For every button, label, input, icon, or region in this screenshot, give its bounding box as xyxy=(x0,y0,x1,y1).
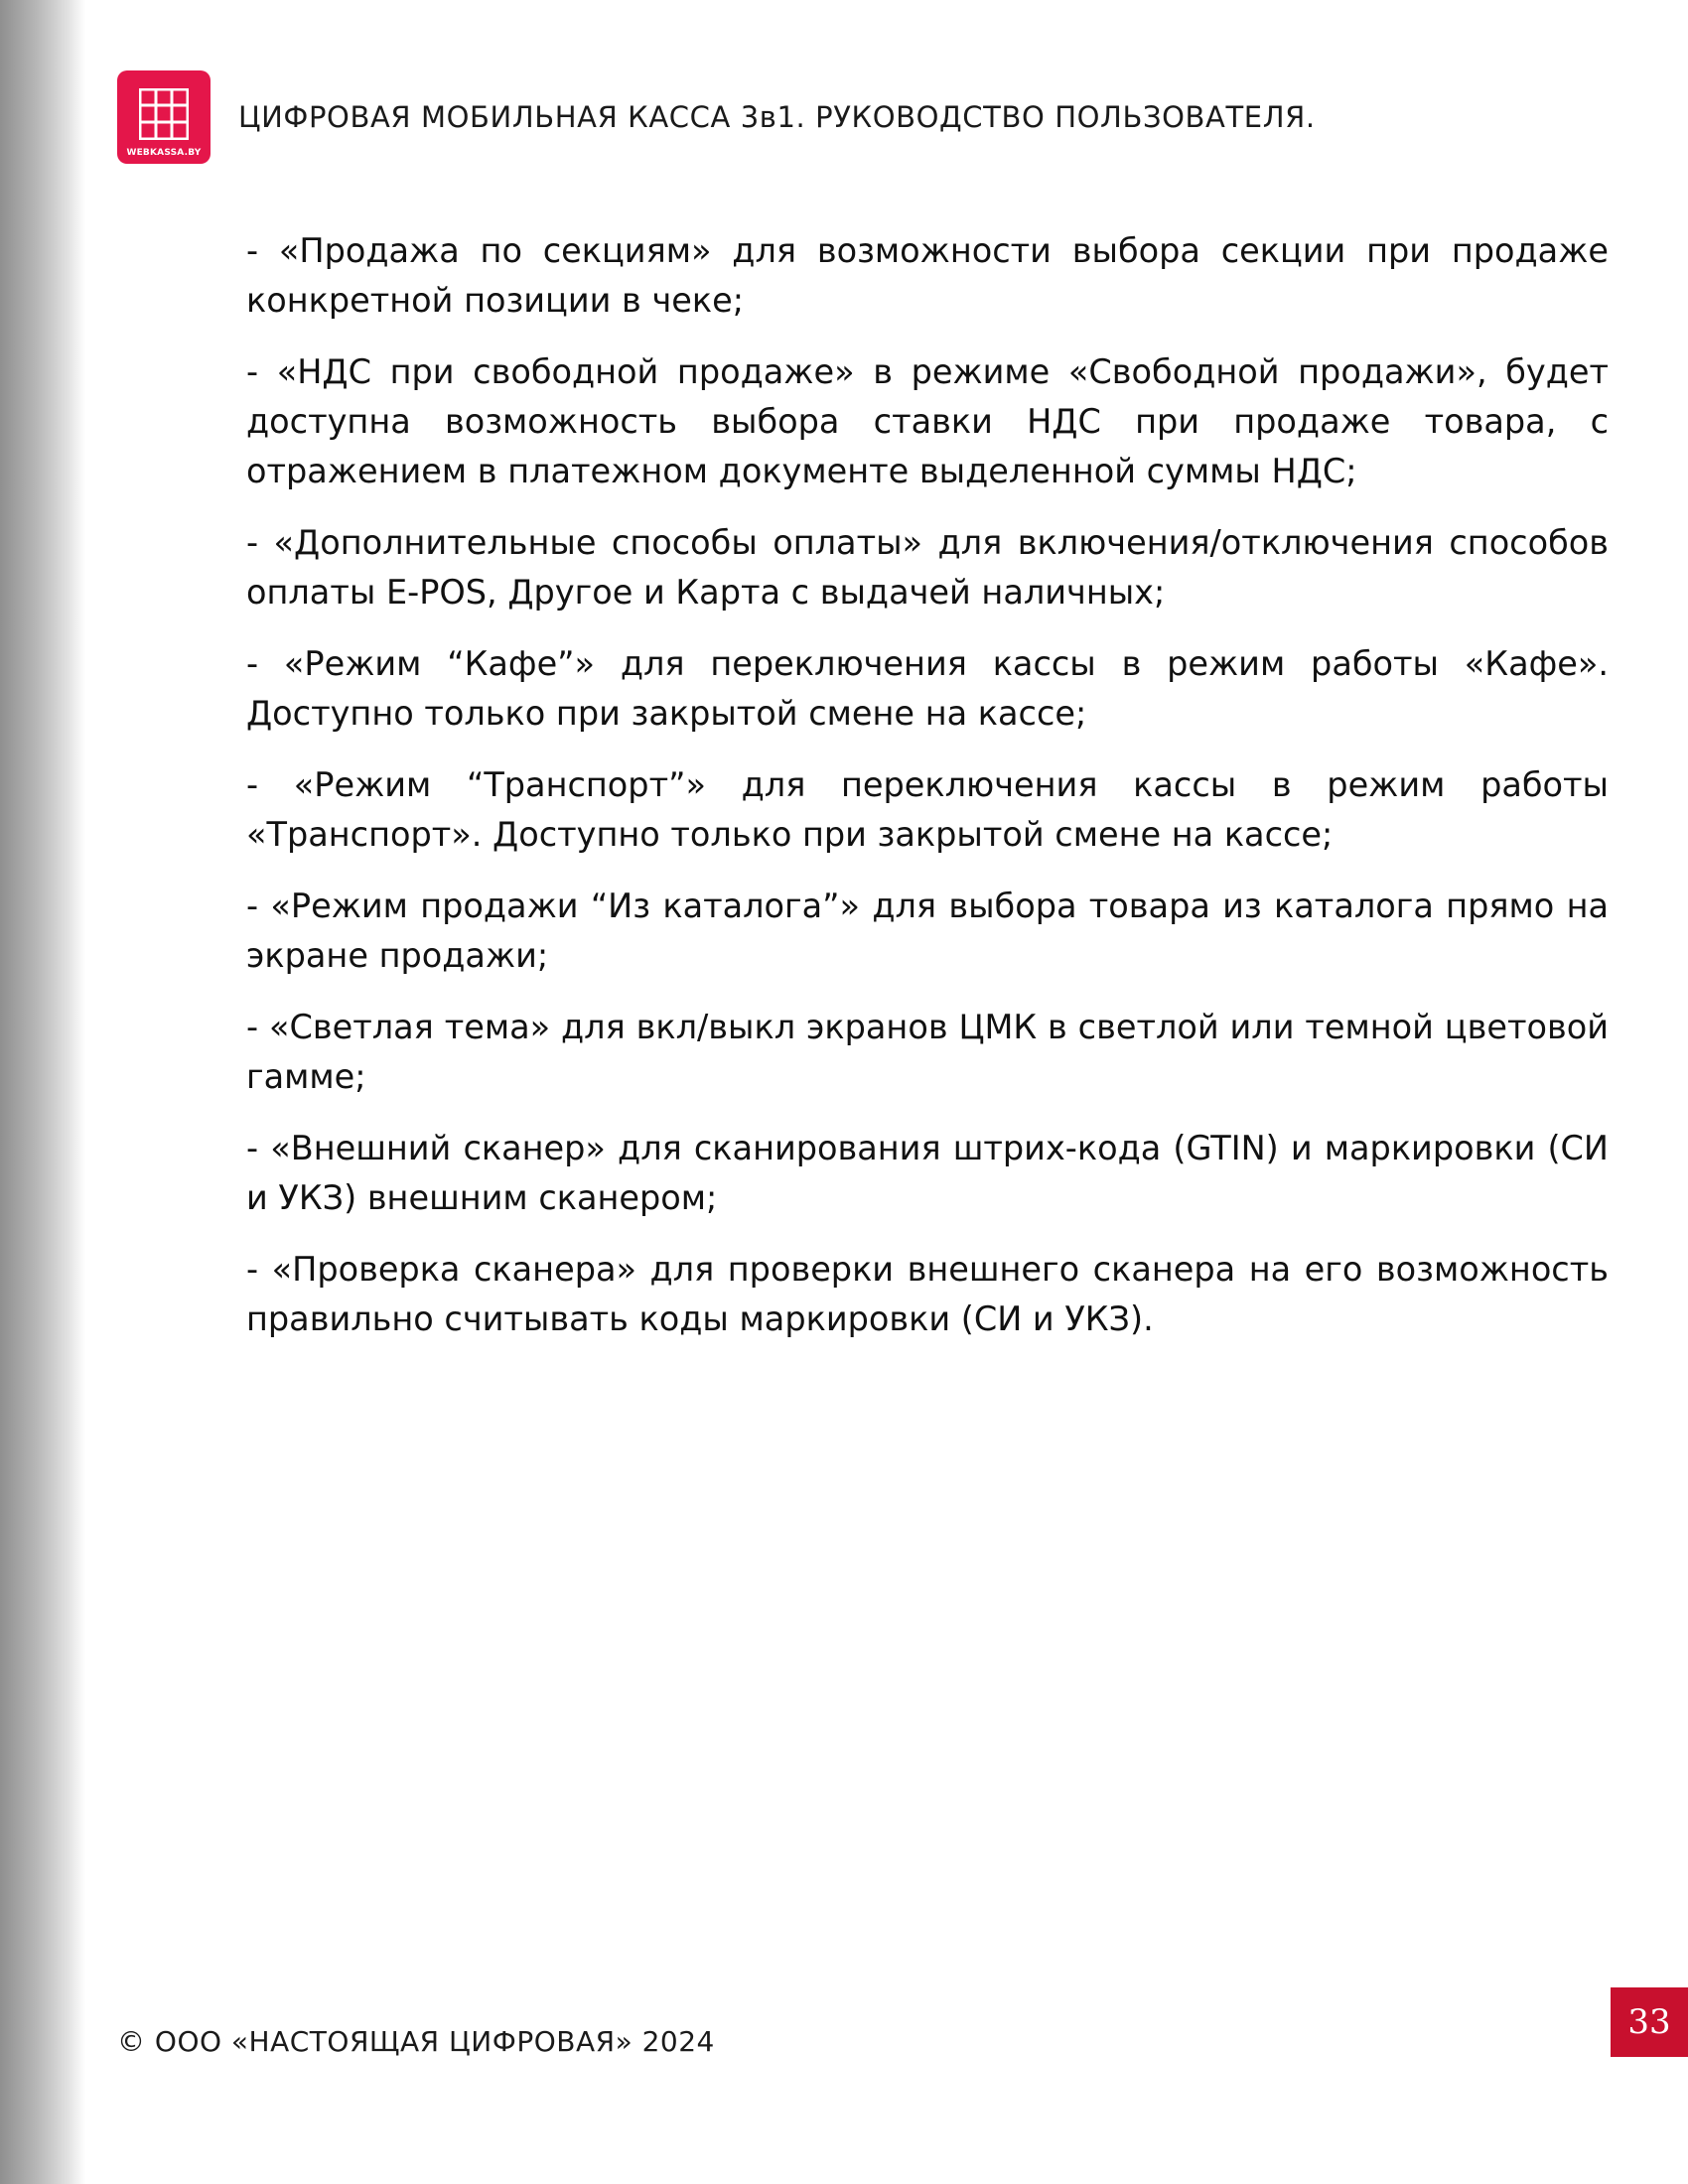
kassa-grid-icon xyxy=(139,88,189,140)
page-header xyxy=(117,69,1316,165)
list-item: - «Режим “Кафе”» для переключения кассы в режим работы «Кафе». Доступно только при закрытой смене на кассе; xyxy=(246,644,1609,733)
footer-copyright: © ООО «НАСТОЯЩАЯ ЦИФРОВАЯ» 2024 xyxy=(117,2025,715,2058)
list-item: - «Внешний сканер» для сканирования штрих-кода (GTIN) и маркировки (СИ и УКЗ) внешним сканером; xyxy=(246,1129,1609,1217)
list-item: - «Режим “Транспорт”» для переключения кассы в режим работы «Транспорт». Доступно только при закрытой смене на кассе; xyxy=(246,765,1609,854)
page-number-badge: 33 xyxy=(1611,1987,1688,2057)
page-edge-shadow xyxy=(0,0,85,2184)
list-item: - «Продажа по секциям» для возможности выбора секции при продаже конкретной позиции в чеке; xyxy=(246,231,1609,320)
list-item: - «Светлая тема» для вкл/выкл экранов ЦМК в светлой или темной цветовой гамме; xyxy=(246,1008,1609,1096)
webkassa-logo xyxy=(117,70,211,164)
list-item: - «НДС при свободной продаже» в режиме «Свободной продажи», будет доступна возможность выбора ставки НДС при продаже товара, с отражением в платежном документе выделенной суммы НДС; xyxy=(246,352,1609,490)
document-title: ЦИФРОВАЯ МОБИЛЬНАЯ КАССА 3в1. РУКОВОДСТВО ПОЛЬЗОВАТЕЛЯ. xyxy=(238,100,1316,134)
list-item: - «Режим продажи “Из каталога”» для выбора товара из каталога прямо на экране продажи; xyxy=(246,887,1609,975)
page-content xyxy=(246,226,1609,1366)
logo-caption: WEBKASSA.BY xyxy=(126,148,202,158)
list-item: - «Проверка сканера» для проверки внешнего сканера на его возможность правильно считывать коды маркировки (СИ и УКЗ). xyxy=(246,1250,1609,1338)
list-item: - «Дополнительные способы оплаты» для включения/отключения способов оплаты E-POS, Другое и Карта с выдачей наличных; xyxy=(246,523,1609,612)
